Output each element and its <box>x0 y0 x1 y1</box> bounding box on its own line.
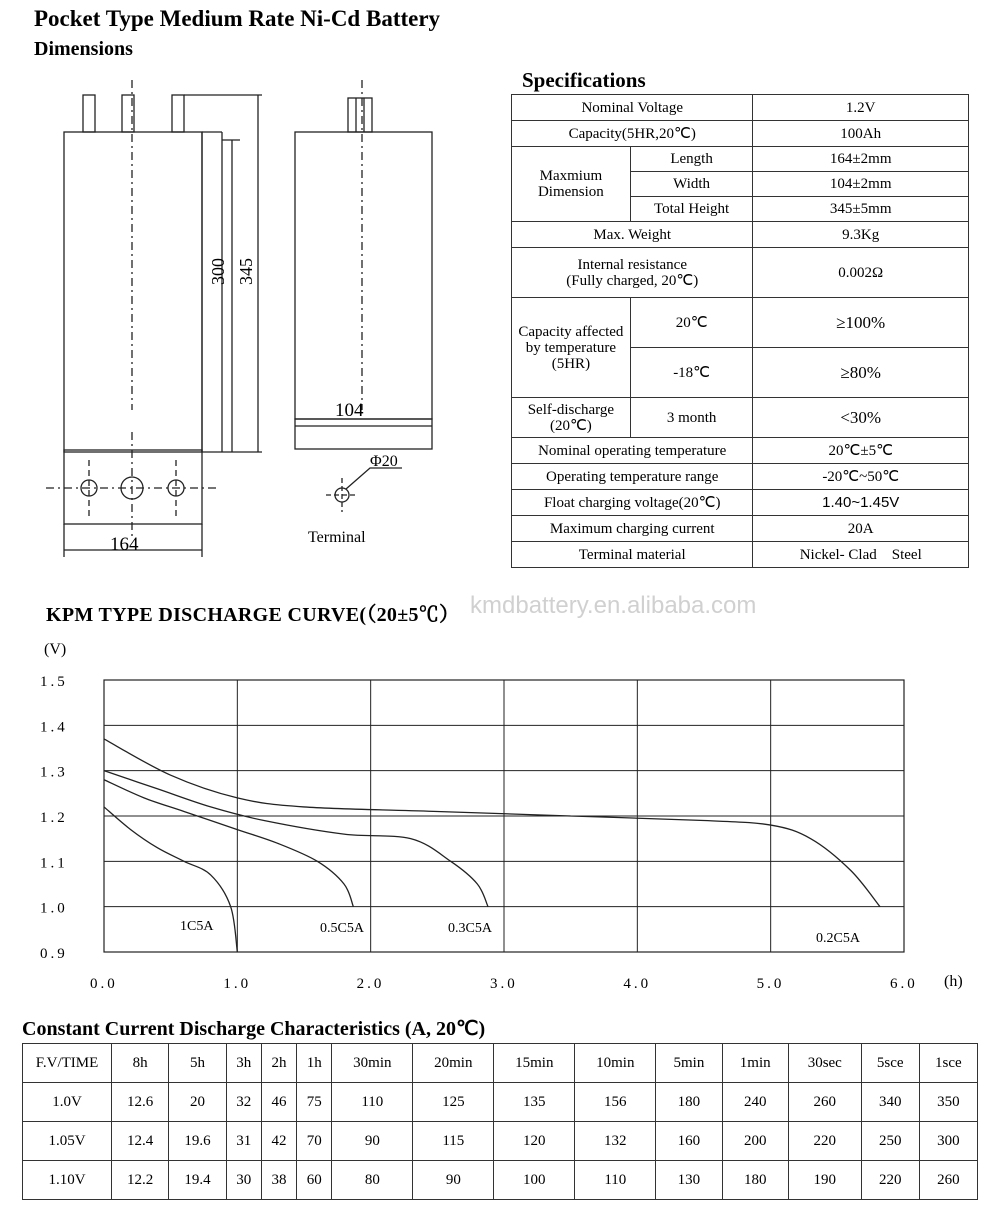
cc-row <box>23 1161 978 1200</box>
spec-value: -20℃~50℃ <box>753 464 969 490</box>
cc-cell: 12.6 <box>112 1083 169 1122</box>
x-tick-label: 5.0 <box>756 976 785 992</box>
spec-label: -18℃ <box>630 348 753 398</box>
cc-header-cell: F.V/TIME <box>23 1044 112 1083</box>
front-view-body <box>64 132 202 452</box>
cc-row <box>23 1083 978 1122</box>
spec-value: <30% <box>753 398 969 438</box>
side-view-body <box>295 132 432 419</box>
cc-cell: 156 <box>575 1083 656 1122</box>
cc-cell: 180 <box>656 1083 722 1122</box>
cc-cell: 110 <box>332 1083 413 1122</box>
cc-cell: 46 <box>261 1083 296 1122</box>
spec-label: Nominal Voltage <box>512 95 753 121</box>
cc-cell: 240 <box>722 1083 788 1122</box>
spec-value: 20A <box>753 516 969 542</box>
spec-value: 164±2mm <box>753 147 969 172</box>
spec-label: Length <box>630 147 753 172</box>
cc-cell: 90 <box>332 1122 413 1161</box>
spec-label: 3 month <box>630 398 753 438</box>
x-tick-label: 0.0 <box>90 976 118 992</box>
cc-cell: 220 <box>861 1161 919 1200</box>
y-tick-label: 1.4 <box>40 719 68 736</box>
spec-value: ≥80% <box>753 348 969 398</box>
series-label-05c5a: 0.5C5A <box>320 921 364 936</box>
series-line-1 <box>104 780 353 907</box>
cc-cell: 31 <box>226 1122 261 1161</box>
spec-label: Operating temperature range <box>512 464 753 490</box>
cc-cell: 135 <box>494 1083 575 1122</box>
cc-header-cell: 3h <box>226 1044 261 1083</box>
x-axis-label: (h) <box>944 973 963 990</box>
cc-cell: 190 <box>788 1161 861 1200</box>
cc-cell: 1.10V <box>23 1161 112 1200</box>
spec-label: Nominal operating temperature <box>512 438 753 464</box>
cc-cell: 90 <box>413 1161 494 1200</box>
series-label-1c5a: 1C5A <box>180 919 214 934</box>
spec-label: Self-discharge (20℃) <box>512 398 631 438</box>
cc-cell: 260 <box>788 1083 861 1122</box>
dim-104-label: 104 <box>335 400 364 421</box>
spec-value: 345±5mm <box>753 197 969 222</box>
dim-345-label: 345 <box>236 258 256 285</box>
spec-value: 20℃±5℃ <box>753 438 969 464</box>
cc-header-cell: 2h <box>261 1044 296 1083</box>
spec-label: Capacity(5HR,20℃) <box>512 121 753 147</box>
constant-current-table <box>22 1043 978 1200</box>
discharge-curve-chart <box>0 630 1000 1010</box>
cc-cell: 300 <box>919 1122 977 1161</box>
cc-header-cell: 10min <box>575 1044 656 1083</box>
cc-cell: 220 <box>788 1122 861 1161</box>
chart-title: KPM TYPE DISCHARGE CURVE(（20±5℃） <box>46 604 460 626</box>
cc-cell: 1.0V <box>23 1083 112 1122</box>
cc-cell: 340 <box>861 1083 919 1122</box>
y-axis-label: (V) <box>44 641 67 658</box>
spec-value: 0.002Ω <box>753 248 969 298</box>
spec-label: Capacity affected by temperature (5HR) <box>512 298 631 398</box>
spec-label: Terminal material <box>512 542 753 568</box>
cc-cell: 12.2 <box>112 1161 169 1200</box>
dim-300-label: 300 <box>208 258 228 285</box>
spec-label: 20℃ <box>630 298 753 348</box>
cc-cell: 70 <box>297 1122 332 1161</box>
cc-header-cell: 15min <box>494 1044 575 1083</box>
cc-row <box>23 1122 978 1161</box>
dimensions-heading: Dimensions <box>34 38 133 60</box>
y-tick-label: 1.1 <box>40 855 68 872</box>
series-line-2 <box>104 771 488 907</box>
terminal-label: Terminal <box>308 529 366 546</box>
cc-header-cell: 5h <box>169 1044 226 1083</box>
cc-header-cell: 8h <box>112 1044 169 1083</box>
spec-label: Float charging voltage(20℃) <box>512 490 753 516</box>
spec-value: 100Ah <box>753 121 969 147</box>
spec-label: Maxmium Dimension <box>512 147 631 222</box>
y-tick-label: 1.5 <box>40 674 68 690</box>
y-tick-label: 1.0 <box>40 900 68 917</box>
y-tick-label: 1.3 <box>40 764 68 781</box>
cc-header-cell: 5sce <box>861 1044 919 1083</box>
series-line-0 <box>104 807 237 952</box>
dimension-drawing <box>0 60 510 580</box>
x-tick-label: 6.0 <box>890 976 918 992</box>
series-label-02c5a: 0.2C5A <box>816 931 860 946</box>
cc-cell: 125 <box>413 1083 494 1122</box>
y-tick-label: 1.2 <box>40 810 68 826</box>
cc-cell: 130 <box>656 1161 722 1200</box>
specifications-table <box>511 94 969 568</box>
cc-cell: 120 <box>494 1122 575 1161</box>
series-line-3 <box>104 739 880 907</box>
cc-cell: 260 <box>919 1161 977 1200</box>
page-title: Pocket Type Medium Rate Ni-Cd Battery <box>34 6 441 31</box>
dim-164-label: 164 <box>110 534 139 555</box>
cc-cell: 200 <box>722 1122 788 1161</box>
spec-label: Max. Weight <box>512 222 753 248</box>
top-view-body <box>64 450 202 524</box>
cc-cell: 20 <box>169 1083 226 1122</box>
cc-header-cell: 5min <box>656 1044 722 1083</box>
spec-label: Internal resistance (Fully charged, 20℃) <box>512 248 753 298</box>
cc-cell: 19.6 <box>169 1122 226 1161</box>
cc-cell: 38 <box>261 1161 296 1200</box>
cc-cell: 12.4 <box>112 1122 169 1161</box>
cc-cell: 1.05V <box>23 1122 112 1161</box>
cc-header-cell: 30min <box>332 1044 413 1083</box>
spec-value: Nickel- Clad Steel <box>753 542 969 568</box>
series-label-03c5a: 0.3C5A <box>448 921 492 936</box>
cc-cell: 350 <box>919 1083 977 1122</box>
cc-header-cell: 1min <box>722 1044 788 1083</box>
terminal-right <box>172 95 184 132</box>
cc-cell: 160 <box>656 1122 722 1161</box>
cc-cell: 19.4 <box>169 1161 226 1200</box>
spec-value: 104±2mm <box>753 172 969 197</box>
spec-value: 1.2V <box>753 95 969 121</box>
cc-cell: 42 <box>261 1122 296 1161</box>
cc-cell: 110 <box>575 1161 656 1200</box>
phi-label: Φ20 <box>370 453 398 470</box>
x-tick-label: 1.0 <box>223 976 252 992</box>
spec-value: ≥100% <box>753 298 969 348</box>
cc-cell: 30 <box>226 1161 261 1200</box>
x-tick-label: 4.0 <box>623 976 652 992</box>
cc-header-cell: 1sce <box>919 1044 977 1083</box>
cc-cell: 100 <box>494 1161 575 1200</box>
specifications-heading: Specifications <box>522 68 646 92</box>
cc-header-cell: 20min <box>413 1044 494 1083</box>
y-tick-label: 0.9 <box>40 946 68 962</box>
x-tick-label: 2.0 <box>356 976 385 992</box>
cc-cell: 60 <box>297 1161 332 1200</box>
cc-header-cell: 1h <box>297 1044 332 1083</box>
cc-cell: 75 <box>297 1083 332 1122</box>
watermark: kmdbattery.en.alibaba.com <box>470 592 757 619</box>
spec-label: Maximum charging current <box>512 516 753 542</box>
cc-cell: 32 <box>226 1083 261 1122</box>
cc-header-cell: 30sec <box>788 1044 861 1083</box>
cc-cell: 132 <box>575 1122 656 1161</box>
cc-cell: 115 <box>413 1122 494 1161</box>
spec-label: Total Height <box>630 197 753 222</box>
spec-value: 1.40~1.45V <box>753 490 969 516</box>
cc-cell: 180 <box>722 1161 788 1200</box>
spec-value: 9.3Kg <box>753 222 969 248</box>
x-tick-label: 3.0 <box>490 976 518 992</box>
cc-cell: 250 <box>861 1122 919 1161</box>
terminal-left <box>83 95 95 132</box>
cc-cell: 80 <box>332 1161 413 1200</box>
cc-title: Constant Current Discharge Characteristics (A, 20℃) <box>22 1018 486 1040</box>
spec-label: Width <box>630 172 753 197</box>
